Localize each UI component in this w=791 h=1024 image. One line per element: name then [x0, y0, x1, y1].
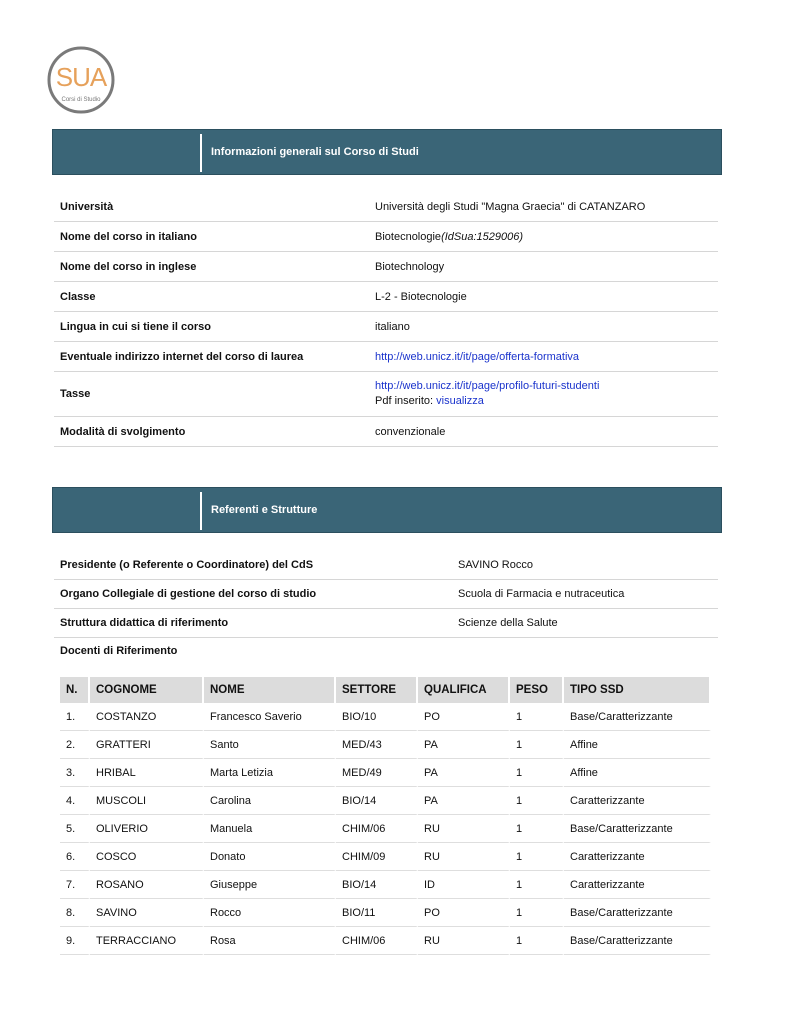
table-row [60, 787, 711, 815]
cell-cognome: MUSCOLI [90, 787, 204, 815]
cell-n: 5. [60, 815, 90, 843]
pdf-view-link[interactable]: visualizza [436, 395, 484, 407]
cell-peso: 1 [510, 759, 564, 787]
cell-settore: CHIM/09 [336, 843, 418, 871]
cell-tipo-ssd: Caratterizzante [564, 843, 711, 871]
cell-qualifica: RU [418, 927, 510, 955]
cell-qualifica: PA [418, 731, 510, 759]
info-key: Eventuale indirizzo internet del corso di laurea [60, 350, 304, 363]
cell-tipo-ssd: Base/Caratterizzante [564, 927, 711, 955]
info-row-modalita [54, 417, 718, 447]
header-divider [200, 134, 202, 172]
cell-cognome: ROSANO [90, 871, 204, 899]
cell-peso: 1 [510, 927, 564, 955]
referenti-key: Presidente (o Referente o Coordinatore) del CdS [60, 559, 314, 571]
info-key: Tasse [60, 388, 91, 400]
docenti-title: Docenti di Riferimento [60, 645, 178, 657]
cell-settore: MED/43 [336, 731, 418, 759]
cell-cognome: SAVINO [90, 899, 204, 927]
info-value: italiano [375, 320, 410, 333]
general-info-list [54, 193, 718, 447]
cell-nome: Carolina [204, 787, 336, 815]
referenti-value: SAVINO Rocco [458, 559, 533, 571]
cell-tipo-ssd: Caratterizzante [564, 871, 711, 899]
svg-text:Corsi di Studio: Corsi di Studio [61, 97, 101, 103]
info-row-indirizzo [54, 342, 718, 372]
referenti-key: Struttura didattica di riferimento [60, 617, 229, 629]
docenti-header-row [60, 677, 711, 703]
info-key: Lingua in cui si tiene il corso [60, 320, 211, 333]
info-key: Modalità di svolgimento [60, 425, 186, 438]
cell-qualifica: PO [418, 703, 510, 731]
cell-tipo-ssd: Affine [564, 731, 711, 759]
info-row-nome-italiano [54, 222, 718, 252]
cell-nome: Marta Letizia [204, 759, 336, 787]
col-header-qualifica: QUALIFICA [418, 677, 510, 703]
info-row-lingua [54, 312, 718, 342]
cell-n: 6. [60, 843, 90, 871]
section-header-referenti [52, 487, 722, 533]
info-row-universita [54, 193, 718, 222]
cell-qualifica: RU [418, 843, 510, 871]
cell-cognome: GRATTERI [90, 731, 204, 759]
cell-cognome: COSTANZO [90, 703, 204, 731]
table-row [60, 927, 711, 955]
cell-n: 8. [60, 899, 90, 927]
section-title: Informazioni generali sul Corso di Studi [211, 146, 419, 158]
cell-qualifica: PO [418, 899, 510, 927]
docenti-body [60, 703, 711, 955]
section-header-general [52, 129, 722, 175]
table-row [60, 871, 711, 899]
cell-settore: BIO/11 [336, 899, 418, 927]
info-value: Biotechnology [375, 260, 445, 273]
section-title: Referenti e Strutture [211, 504, 318, 516]
cell-qualifica: RU [418, 815, 510, 843]
cell-settore: CHIM/06 [336, 927, 418, 955]
header-divider [200, 492, 202, 530]
cell-n: 9. [60, 927, 90, 955]
cell-tipo-ssd: Base/Caratterizzante [564, 815, 711, 843]
info-key: Nome del corso in italiano [60, 230, 197, 243]
referenti-row [54, 609, 718, 638]
table-row [60, 731, 711, 759]
cell-qualifica: ID [418, 871, 510, 899]
col-header-nome: NOME [204, 677, 336, 703]
cell-peso: 1 [510, 731, 564, 759]
cell-settore: BIO/14 [336, 787, 418, 815]
info-value: L-2 - Biotecnologie [375, 290, 467, 303]
course-website-link[interactable]: http://web.unicz.it/it/page/offerta-formativa [375, 350, 580, 363]
cell-settore: CHIM/06 [336, 815, 418, 843]
cell-qualifica: PA [418, 759, 510, 787]
referenti-value: Scuola di Farmacia e nutraceutica [458, 588, 625, 600]
referenti-list [54, 551, 718, 638]
info-row-classe [54, 282, 718, 312]
tasse-link[interactable]: http://web.unicz.it/it/page/profilo-futuri-studenti [375, 380, 600, 392]
sua-logo [46, 46, 116, 114]
table-row [60, 899, 711, 927]
cell-settore: BIO/14 [336, 871, 418, 899]
cell-tipo-ssd: Base/Caratterizzante [564, 899, 711, 927]
cell-n: 2. [60, 731, 90, 759]
cell-peso: 1 [510, 843, 564, 871]
table-row [60, 815, 711, 843]
cell-cognome: TERRACCIANO [90, 927, 204, 955]
table-row [60, 843, 711, 871]
referenti-row [54, 551, 718, 580]
cell-nome: Rocco [204, 899, 336, 927]
info-key: Università [60, 201, 114, 213]
docenti-table [60, 677, 711, 955]
info-row-nome-inglese [54, 252, 718, 282]
col-header-n: N. [60, 677, 90, 703]
col-header-tipo-ssd: TIPO SSD [564, 677, 711, 703]
info-key: Classe [60, 290, 96, 303]
referenti-key: Organo Collegiale di gestione del corso di studio [60, 588, 317, 600]
cell-nome: Francesco Saverio [204, 703, 336, 731]
cell-n: 1. [60, 703, 90, 731]
col-header-peso: PESO [510, 677, 564, 703]
table-row [60, 759, 711, 787]
cell-peso: 1 [510, 787, 564, 815]
info-row-tasse [54, 372, 718, 417]
referenti-value: Scienze della Salute [458, 617, 558, 629]
cell-peso: 1 [510, 871, 564, 899]
col-header-cognome: COGNOME [90, 677, 204, 703]
cell-nome: Donato [204, 843, 336, 871]
info-value: Biotecnologie(IdSua:1529006) [375, 230, 524, 243]
cell-n: 4. [60, 787, 90, 815]
cell-nome: Manuela [204, 815, 336, 843]
cell-n: 3. [60, 759, 90, 787]
table-row [60, 703, 711, 731]
cell-nome: Rosa [204, 927, 336, 955]
col-header-settore: SETTORE [336, 677, 418, 703]
cell-settore: BIO/10 [336, 703, 418, 731]
cell-settore: MED/49 [336, 759, 418, 787]
cell-qualifica: PA [418, 787, 510, 815]
cell-peso: 1 [510, 703, 564, 731]
idsua: (IdSua:1529006) [441, 230, 524, 243]
cell-cognome: OLIVERIO [90, 815, 204, 843]
info-value: convenzionale [375, 425, 446, 438]
svg-text:SUA: SUA [55, 62, 107, 92]
cell-tipo-ssd: Affine [564, 759, 711, 787]
cell-nome: Giuseppe [204, 871, 336, 899]
cell-cognome: COSCO [90, 843, 204, 871]
cell-tipo-ssd: Caratterizzante [564, 787, 711, 815]
cell-n: 7. [60, 871, 90, 899]
cell-nome: Santo [204, 731, 336, 759]
cell-peso: 1 [510, 815, 564, 843]
info-value: Università degli Studi "Magna Graecia" di CATANZARO [375, 201, 646, 213]
cell-cognome: HRIBAL [90, 759, 204, 787]
referenti-row [54, 580, 718, 609]
cell-tipo-ssd: Base/Caratterizzante [564, 703, 711, 731]
info-value [375, 379, 599, 409]
pdf-label: Pdf inserito: [375, 395, 434, 407]
info-key: Nome del corso in inglese [60, 260, 197, 273]
cell-peso: 1 [510, 899, 564, 927]
